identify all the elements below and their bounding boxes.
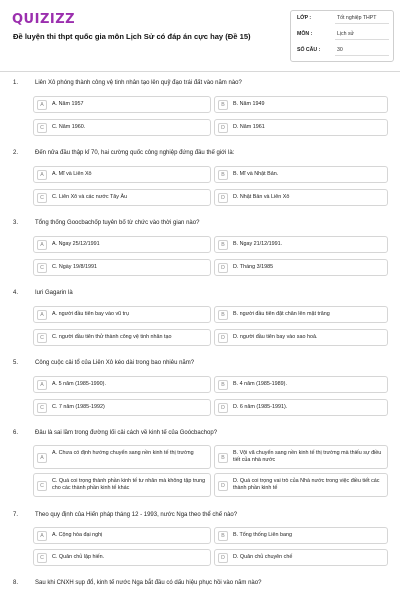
quizizz-logo: QUIZIZZ	[12, 12, 76, 27]
option-letter-badge: A	[37, 100, 47, 110]
option-d[interactable]	[214, 259, 388, 276]
document-header	[0, 0, 400, 68]
question-text: Đến nửa đầu thập kỉ 70, hai cường quốc công nghiệp đứng đầu thế giới là:	[35, 150, 235, 156]
option-letter-badge: D	[218, 481, 228, 491]
option-text: D. Quân chủ chuyên chế	[233, 554, 293, 560]
option-text: A. người đầu tiên bay vào vũ trụ	[52, 311, 129, 317]
option-c[interactable]	[33, 259, 211, 276]
option-a[interactable]	[33, 166, 211, 183]
option-text: C. Ngày 19/8/1991	[52, 264, 97, 270]
option-letter-badge: B	[218, 170, 228, 180]
option-text: D. Tháng 3/1985	[233, 264, 274, 270]
option-c[interactable]	[33, 473, 211, 497]
option-letter-badge: C	[37, 403, 47, 413]
option-letter-badge: D	[218, 553, 228, 563]
option-text: D. 6 năm (1985-1991).	[233, 404, 288, 410]
option-letter-badge: D	[218, 193, 228, 203]
option-text: A. Năm 1957	[52, 101, 84, 107]
option-text: B. Mĩ và Nhật Bản.	[233, 171, 279, 177]
option-text: D. Nhật Bản và Liên Xô	[233, 194, 290, 200]
option-b[interactable]	[214, 376, 388, 393]
option-c[interactable]	[33, 119, 211, 136]
option-letter-badge: A	[37, 240, 47, 250]
option-b[interactable]	[214, 236, 388, 253]
question-text: Theo quy định của Hiến pháp tháng 12 - 1993, nước Nga theo thể chế nào?	[35, 512, 238, 518]
option-letter-badge: B	[218, 380, 228, 390]
option-letter-badge: C	[37, 333, 47, 343]
option-a[interactable]	[33, 236, 211, 253]
option-c[interactable]	[33, 189, 211, 206]
meta-row-count	[297, 45, 391, 59]
option-a[interactable]	[33, 306, 211, 323]
option-text: D. người đầu tiên bay vào sao hoả.	[233, 334, 318, 340]
option-letter-badge: B	[218, 240, 228, 250]
option-b[interactable]	[214, 306, 388, 323]
option-letter-badge: A	[37, 453, 47, 463]
option-d[interactable]	[214, 329, 388, 346]
document-title: Đề luyện thi thpt quốc gia môn Lịch Sử có đáp án cực hay (Đề 15)	[13, 32, 251, 41]
option-c[interactable]	[33, 399, 211, 416]
option-letter-badge: C	[37, 123, 47, 133]
header-divider	[0, 71, 400, 72]
question-text: Iuri Gagarin là	[35, 290, 73, 296]
question-number: 7.	[13, 512, 19, 518]
question-number: 4.	[13, 290, 19, 296]
option-letter-badge: B	[218, 531, 228, 541]
meta-value: Tốt nghiệp THPT	[337, 15, 377, 21]
option-text: D. Quá coi trọng vai trò của Nhà nước trong việc điều tiết các thành phần kinh tế	[233, 478, 380, 491]
option-text: C. Quân chủ lập hiến.	[52, 554, 105, 560]
question-number: 3.	[13, 220, 19, 226]
option-text: C. người đầu tiên thử thành công vệ tinh nhân tạo	[52, 334, 172, 340]
option-text: C. Liên Xô và các nước Tây Âu	[52, 194, 128, 200]
option-d[interactable]	[214, 189, 388, 206]
option-d[interactable]	[214, 549, 388, 566]
option-letter-badge: D	[218, 403, 228, 413]
option-letter-badge: D	[218, 333, 228, 343]
meta-underline	[335, 55, 389, 56]
meta-info-box	[290, 10, 394, 62]
option-text: C. Năm 1960.	[52, 124, 86, 130]
option-d[interactable]	[214, 473, 388, 497]
meta-underline	[335, 39, 389, 40]
option-letter-badge: C	[37, 481, 47, 491]
option-b[interactable]	[214, 445, 388, 469]
option-letter-badge: C	[37, 553, 47, 563]
option-b[interactable]	[214, 527, 388, 544]
option-d[interactable]	[214, 399, 388, 416]
option-letter-badge: B	[218, 310, 228, 320]
option-text: B. Tổng thống Liên bang	[233, 532, 292, 538]
meta-value: 30	[337, 47, 343, 53]
question-text: Đâu là sai lầm trong đường lối cải cách về kinh tế của Goócbachop?	[35, 430, 218, 436]
option-b[interactable]	[214, 96, 388, 113]
option-text: B. Năm 1949	[233, 101, 265, 107]
question-number: 8.	[13, 580, 19, 586]
option-text: C. 7 năm (1985-1992)	[52, 404, 105, 410]
meta-underline	[335, 23, 389, 24]
question-number: 6.	[13, 430, 19, 436]
option-text: A. Ngay 25/12/1991	[52, 241, 100, 247]
option-d[interactable]	[214, 119, 388, 136]
option-c[interactable]	[33, 549, 211, 566]
option-text: A. Chưa có định hướng chuyển sang nền kinh tế thị trường	[52, 450, 194, 456]
meta-value: Lịch sử	[337, 31, 355, 37]
option-a[interactable]	[33, 96, 211, 113]
option-letter-badge: D	[218, 123, 228, 133]
option-text: A. 5 năm (1985-1990).	[52, 381, 106, 387]
option-letter-badge: C	[37, 193, 47, 203]
question-text: Sau khi CNXH sụp đổ, kinh tế nước Nga bắt đầu có dấu hiệu phục hồi vào năm nào?	[35, 580, 262, 586]
question-text: Liên Xô phóng thành công vệ tinh nhân tạo lên quỹ đạo trái đất vào năm nào?	[35, 80, 242, 86]
option-a[interactable]	[33, 527, 211, 544]
option-text: D. Năm 1961	[233, 124, 265, 130]
option-text: B. Vội vã chuyển sang nền kinh tế thị trường mà thiếu sự điều tiết của nhà nước	[233, 450, 382, 463]
option-text: C. Quá coi trọng thành phần kinh tế tư nhân mà không tập trung cho các thành phần kinh tế khác	[52, 478, 206, 491]
meta-row-subject	[297, 29, 391, 43]
question-number: 5.	[13, 360, 19, 366]
meta-label: MÔN :	[297, 31, 313, 37]
question-text: Tổng thống Goocbachốp tuyên bố từ chức vào thời gian nào?	[35, 220, 200, 226]
option-c[interactable]	[33, 329, 211, 346]
question-number: 2.	[13, 150, 19, 156]
option-letter-badge: C	[37, 263, 47, 273]
option-a[interactable]	[33, 445, 211, 469]
option-letter-badge: B	[218, 453, 228, 463]
option-letter-badge: A	[37, 170, 47, 180]
option-text: B. 4 năm (1985-1989).	[233, 381, 287, 387]
option-text: A. Cộng hòa đại nghị	[52, 532, 103, 538]
option-text: B. Ngay 21/12/1991.	[233, 241, 283, 247]
option-letter-badge: A	[37, 531, 47, 541]
option-letter-badge: A	[37, 310, 47, 320]
option-a[interactable]	[33, 376, 211, 393]
option-letter-badge: B	[218, 100, 228, 110]
option-text: A. Mĩ và Liên Xô	[52, 171, 92, 177]
question-number: 1.	[13, 80, 19, 86]
question-text: Công cuộc cải tổ của Liên Xô kéo dài trong bao nhiêu năm?	[35, 360, 195, 366]
meta-label: SỐ CÂU :	[297, 47, 321, 53]
option-letter-badge: D	[218, 263, 228, 273]
option-text: B. người đầu tiên đặt chân lên mặt trăng	[233, 311, 330, 317]
option-b[interactable]	[214, 166, 388, 183]
option-letter-badge: A	[37, 380, 47, 390]
meta-row-class	[297, 13, 391, 27]
meta-label: LỚP :	[297, 15, 312, 21]
